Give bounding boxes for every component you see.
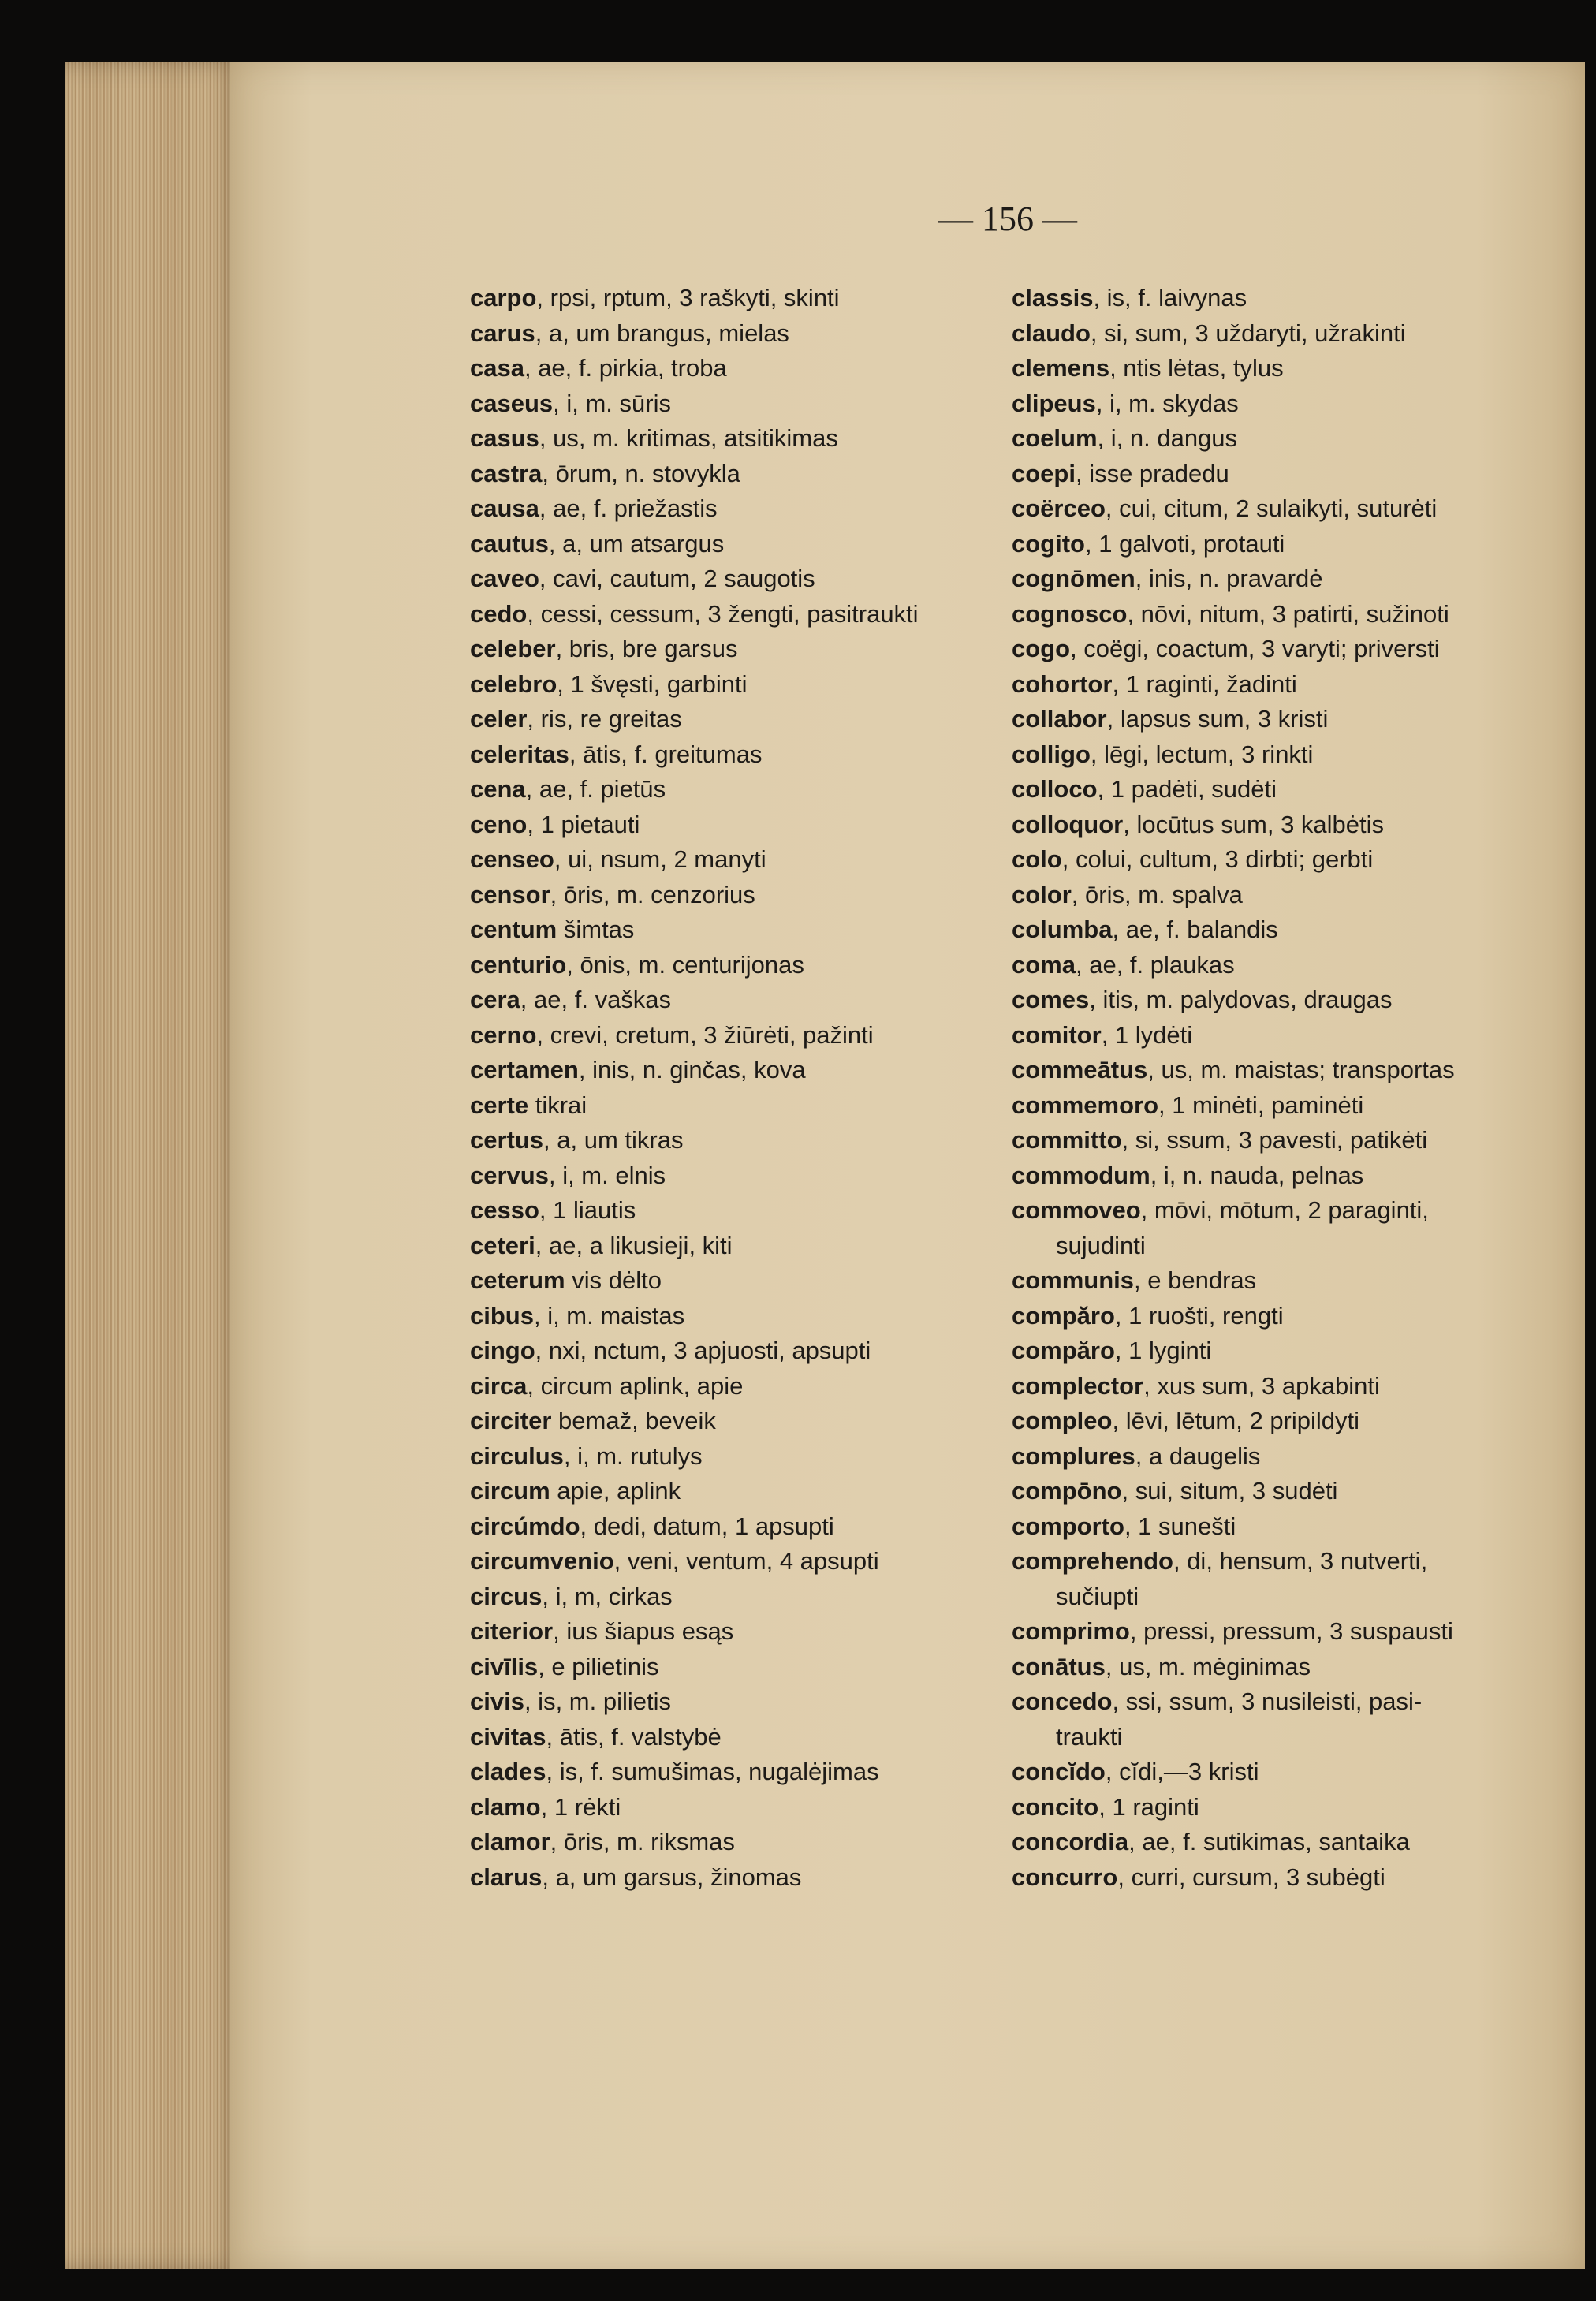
entry-headword: centum [470, 916, 557, 943]
dictionary-entry [470, 912, 975, 948]
entry-headword: circum [470, 1477, 550, 1505]
entry-headword: ceno [470, 810, 528, 838]
entry-definition: apie, aplink [550, 1477, 681, 1505]
entry-headword: cogo [1012, 635, 1071, 662]
dictionary-entry [470, 878, 975, 913]
entry-headword: cibus [470, 1301, 534, 1330]
entry-definition: , e bendras [1134, 1266, 1257, 1294]
entry-headword: colligo [1012, 740, 1091, 768]
entry-headword: comporto [1012, 1512, 1124, 1540]
entry-headword: comes [1012, 986, 1090, 1013]
entry-headword: circúmdo [470, 1512, 580, 1540]
entry-headword: commemoro [1012, 1091, 1159, 1119]
dictionary-entry [470, 1755, 975, 1790]
entry-definition: , ātis, f. greitumas [569, 740, 763, 768]
dictionary-entry [470, 842, 975, 878]
entry-headword: civitas [470, 1722, 546, 1751]
entry-headword: commodum [1012, 1161, 1150, 1189]
entry-headword: cesso [470, 1196, 539, 1224]
dictionary-entry [470, 1650, 975, 1685]
entry-headword: certamen [470, 1056, 579, 1083]
entry-definition: , nxi, nctum, 3 apjuosti, apsupti [535, 1337, 871, 1364]
dictionary-entry [1012, 1650, 1532, 1685]
dictionary-entry [470, 1439, 975, 1475]
entry-headword: caveo [470, 565, 539, 592]
entry-definition: , a, um tikras [543, 1126, 684, 1154]
entry-headword: circa [470, 1371, 528, 1400]
entry-definition: , ātis, f. valstybė [546, 1722, 722, 1751]
dictionary-entry [1012, 1860, 1532, 1896]
dictionary-entry [470, 632, 975, 667]
dictionary-entry [470, 597, 975, 632]
dictionary-entry [1012, 1439, 1532, 1475]
entry-definition: , sui, situm, 3 sudėti [1121, 1477, 1338, 1505]
entry-headword: civīlis [470, 1652, 539, 1680]
dictionary-entry [1012, 1509, 1532, 1545]
entry-definition: , ōris, m. cenzorius [550, 880, 755, 908]
dictionary-entry [1012, 561, 1532, 597]
dictionary-entry [470, 1123, 975, 1158]
dictionary-entry [470, 1684, 975, 1720]
entry-headword: cautus [470, 529, 549, 558]
dictionary-entry [470, 457, 975, 492]
entry-headword: coërceo [1012, 494, 1106, 522]
entry-definition: , si, ssum, 3 pavesti, patikėti [1121, 1126, 1428, 1154]
dictionary-entry [1012, 527, 1532, 562]
dictionary-entry [470, 807, 975, 843]
dictionary-entry [1012, 912, 1532, 948]
entry-headword: cerno [470, 1020, 537, 1049]
entry-definition: , ōnis, m. centurijonas [566, 950, 804, 979]
entry-headword: cedo [470, 599, 528, 628]
entry-definition: , locūtus sum, 3 kalbėtis [1123, 810, 1385, 838]
dictionary-entry [1012, 772, 1532, 807]
dictionary-entry [1012, 1790, 1532, 1826]
dictionary-entry [470, 561, 975, 597]
entry-definition: , pressi, pressum, 3 suspausti [1129, 1617, 1453, 1645]
dictionary-entry [1012, 1684, 1532, 1755]
entry-definition: , i, m. skydas [1095, 389, 1239, 417]
dictionary-entry [470, 1404, 975, 1439]
entry-headword: clamo [470, 1792, 541, 1821]
entry-headword: claudo [1012, 319, 1091, 347]
entry-headword: compōno [1012, 1477, 1122, 1505]
entry-headword: cingo [470, 1337, 535, 1364]
dictionary-entry [1012, 1825, 1532, 1860]
entry-headword: celebro [470, 669, 557, 698]
entry-headword: circumvenio [470, 1547, 614, 1575]
entry-headword: celeritas [470, 740, 569, 768]
entry-headword: cognōmen [1012, 565, 1135, 592]
dictionary-entry [1012, 491, 1532, 527]
entry-definition: , lapsus sum, 3 kristi [1106, 705, 1329, 733]
entry-definition: , di, hensum, 3 nutverti, [1173, 1547, 1428, 1575]
entry-definition: , ris, re greitas [527, 705, 682, 733]
entry-headword: comprehendo [1012, 1547, 1173, 1575]
entry-definition: , xus sum, 3 apkabinti [1143, 1371, 1380, 1400]
entry-headword: compăro [1012, 1337, 1115, 1364]
dictionary-entry [1012, 948, 1532, 983]
entry-definition: , cavi, cautum, 2 saugotis [539, 565, 815, 592]
dictionary-entry [470, 527, 975, 562]
dictionary-entry [470, 1720, 975, 1755]
entry-headword: circus [470, 1582, 543, 1610]
entry-headword: clarus [470, 1863, 543, 1891]
entry-definition-continuation: sučiupti [1056, 1582, 1139, 1610]
dictionary-entry [470, 667, 975, 703]
entry-headword: celer [470, 705, 528, 733]
entry-definition: , 1 sunešti [1124, 1512, 1236, 1540]
entry-headword: commoveo [1012, 1196, 1141, 1224]
dictionary-entry [1012, 1333, 1532, 1369]
dictionary-entry [470, 1474, 975, 1509]
entry-headword: carus [470, 319, 535, 347]
dictionary-entry [1012, 386, 1532, 422]
dictionary-entry [470, 1544, 975, 1579]
entry-definition: , 1 raginti, žadinti [1112, 669, 1297, 698]
entry-definition: , circum aplink, apie [527, 1371, 744, 1400]
entry-definition: , ae, a likusieji, kiti [535, 1231, 733, 1259]
page-number: — 156 — [938, 200, 1077, 238]
dictionary-entry [1012, 1158, 1532, 1194]
entry-definition: , 1 padėti, sudėti [1097, 775, 1277, 803]
entry-headword: causa [470, 494, 539, 522]
entry-definition: , 1 lydėti [1101, 1020, 1193, 1049]
entry-headword: colloco [1012, 775, 1098, 803]
entry-definition: , ōris, m. spalva [1071, 880, 1243, 908]
entry-definition: , ae, f. priežastis [539, 494, 718, 522]
entry-definition: , is, f. laivynas [1093, 284, 1247, 311]
entry-headword: cogito [1012, 529, 1085, 558]
dictionary-entry [1012, 1123, 1532, 1158]
entry-headword: commeātus [1012, 1056, 1148, 1083]
entry-definition: , i, m. elnis [548, 1161, 666, 1189]
entry-headword: centurio [470, 950, 567, 979]
entry-definition: , i, n. nauda, pelnas [1150, 1161, 1364, 1189]
entry-definition: , rpsi, rptum, 3 raškyti, skinti [536, 284, 840, 311]
dictionary-entry [1012, 878, 1532, 913]
entry-definition: , ae, f. vaškas [520, 986, 672, 1013]
dictionary-entry [470, 1579, 975, 1615]
entry-headword: conātus [1012, 1652, 1106, 1680]
entry-definition: , us, m. mėginimas [1105, 1652, 1311, 1680]
entry-definition: , i, n. dangus [1097, 424, 1238, 452]
dictionary-entry [1012, 702, 1532, 737]
entry-headword: collabor [1012, 705, 1107, 733]
entry-definition: , 1 ruošti, rengti [1114, 1301, 1284, 1330]
entry-definition: , ae, f. plaukas [1075, 950, 1235, 979]
entry-definition: , inis, n. ginčas, kova [578, 1056, 806, 1083]
dictionary-entry [470, 1369, 975, 1404]
entry-definition: , ae, f. sutikimas, santaika [1128, 1828, 1410, 1855]
entry-definition: , a, um atsargus [548, 529, 725, 558]
entry-definition: , ius šiapus esąs [553, 1617, 734, 1645]
dictionary-entry [470, 737, 975, 773]
dictionary-entry [470, 1018, 975, 1054]
dictionary-entry [1012, 1404, 1532, 1439]
right-column [1012, 281, 1532, 1895]
dictionary-entry [470, 1790, 975, 1826]
dictionary-entry [1012, 737, 1532, 773]
entry-definition: , cessi, cessum, 3 žengti, pasitraukti [527, 599, 919, 628]
entry-headword: complector [1012, 1371, 1144, 1400]
entry-headword: cervus [470, 1161, 549, 1189]
dictionary-entry [470, 702, 975, 737]
entry-definition: , i, m, cirkas [542, 1582, 673, 1610]
entry-definition: , itis, m. palydovas, draugas [1089, 986, 1393, 1013]
entry-definition: , ssi, ssum, 3 nusileisti, pasi- [1112, 1688, 1423, 1715]
dictionary-entry [470, 772, 975, 807]
entry-definition: , ae, f. balandis [1112, 916, 1278, 943]
dictionary-entry [1012, 1544, 1532, 1614]
entry-definition: , ui, nsum, 2 manyti [554, 845, 766, 873]
entry-definition-continuation: traukti [1056, 1722, 1123, 1751]
dictionary-entry [1012, 667, 1532, 703]
entry-definition: , ntis lėtas, tylus [1109, 354, 1284, 382]
dictionary-entry [470, 1614, 975, 1650]
dictionary-entry [1012, 1018, 1532, 1054]
entry-definition: , crevi, cretum, 3 žiūrėti, pažinti [536, 1020, 874, 1049]
dictionary-entry [470, 1825, 975, 1860]
dictionary-entry [1012, 1755, 1532, 1790]
entry-headword: celeber [470, 635, 556, 662]
entry-definition: , a, um brangus, mielas [535, 319, 789, 347]
entry-definition: , i, m. maistas [533, 1301, 685, 1330]
entry-definition: , lēgi, lectum, 3 rinkti [1090, 740, 1314, 768]
entry-definition: , cĭdi,—3 kristi [1105, 1758, 1259, 1785]
dictionary-entry [1012, 983, 1532, 1018]
entry-headword: coepi [1012, 459, 1076, 487]
entry-definition: , a daugelis [1135, 1441, 1261, 1470]
dictionary-entry [1012, 842, 1532, 878]
entry-headword: cohortor [1012, 669, 1113, 698]
dictionary-entry [1012, 1053, 1532, 1088]
entry-definition: , veni, ventum, 4 apsupti [613, 1547, 879, 1575]
entry-definition: , us, m. maistas; transportas [1147, 1056, 1455, 1083]
dictionary-entry [1012, 457, 1532, 492]
dictionary-entry [1012, 351, 1532, 386]
entry-headword: coma [1012, 950, 1076, 979]
entry-definition: , cui, citum, 2 sulaikyti, suturėti [1105, 494, 1438, 522]
entry-headword: color [1012, 880, 1072, 908]
entry-headword: cera [470, 986, 520, 1013]
entry-definition: , i, m. rutulys [563, 1441, 703, 1470]
dictionary-entry [1012, 1299, 1532, 1334]
entry-headword: certus [470, 1126, 544, 1154]
entry-headword: colloquor [1012, 810, 1124, 838]
entry-definition: , 1 minėti, paminėti [1158, 1091, 1364, 1119]
dictionary-entry [470, 351, 975, 386]
entry-definition-continuation: sujudinti [1056, 1231, 1146, 1259]
dictionary-entry [1012, 632, 1532, 667]
entry-headword: concito [1012, 1792, 1099, 1821]
dictionary-entry [1012, 1088, 1532, 1124]
entry-definition: , 1 liautis [539, 1196, 636, 1224]
entry-headword: concĭdo [1012, 1758, 1106, 1785]
dictionary-entry [470, 281, 975, 316]
entry-headword: cena [470, 775, 526, 803]
entry-definition: , inis, n. pravardė [1135, 565, 1323, 592]
entry-headword: communis [1012, 1266, 1135, 1294]
dictionary-entry [470, 983, 975, 1018]
entry-headword: clades [470, 1758, 546, 1785]
page-edge [65, 62, 246, 2269]
dictionary-entry [1012, 1369, 1532, 1404]
entry-headword: clipeus [1012, 389, 1096, 417]
entry-headword: concedo [1012, 1688, 1113, 1715]
entry-definition: bemaž, beveik [551, 1407, 716, 1434]
dictionary-entry [1012, 1614, 1532, 1650]
entry-headword: circulus [470, 1441, 564, 1470]
entry-definition: , ae, f. pietūs [525, 775, 666, 803]
dictionary-entry [470, 1299, 975, 1334]
entry-headword: coelum [1012, 424, 1098, 452]
dictionary-entry [470, 1053, 975, 1088]
dictionary-entry [470, 421, 975, 457]
entry-definition: , mōvi, mōtum, 2 paraginti, [1140, 1196, 1429, 1224]
entry-definition: , curri, cursum, 3 subėgti [1117, 1863, 1385, 1891]
entry-headword: compăro [1012, 1301, 1115, 1330]
dictionary-entry [1012, 1474, 1532, 1509]
entry-definition: , a, um garsus, žinomas [542, 1863, 802, 1891]
dictionary-entry [470, 1088, 975, 1124]
entry-definition: , 1 lyginti [1114, 1337, 1212, 1364]
entry-headword: casus [470, 424, 539, 452]
dictionary-entry [470, 491, 975, 527]
entry-headword: classis [1012, 284, 1094, 311]
entry-headword: columba [1012, 916, 1113, 943]
entry-headword: comitor [1012, 1020, 1102, 1049]
dictionary-entry [1012, 597, 1532, 632]
entry-headword: circiter [470, 1407, 552, 1434]
dictionary-entry [470, 1193, 975, 1229]
entry-definition: , 1 pietauti [527, 810, 640, 838]
entry-headword: ceterum [470, 1266, 565, 1294]
entry-headword: compleo [1012, 1407, 1113, 1434]
dictionary-entry [1012, 421, 1532, 457]
entry-headword: committo [1012, 1126, 1122, 1154]
entry-definition: , coëgi, coactum, 3 varyti; priversti [1070, 635, 1440, 662]
entry-headword: complures [1012, 1441, 1135, 1470]
entry-definition: vis dėlto [565, 1266, 662, 1294]
entry-headword: carpo [470, 284, 537, 311]
entry-headword: censor [470, 880, 550, 908]
entry-definition: , si, sum, 3 uždaryti, užrakinti [1090, 319, 1406, 347]
dictionary-entry [470, 316, 975, 352]
entry-definition: , 1 galvoti, protauti [1085, 529, 1285, 558]
dictionary-entry [470, 1509, 975, 1545]
entry-definition: , us, m. kritimas, atsitikimas [539, 424, 838, 452]
entry-definition: , 1 rėkti [540, 1792, 621, 1821]
entry-definition: , i, m. sūris [553, 389, 671, 417]
entry-definition: tikrai [528, 1091, 587, 1119]
dictionary-entry [1012, 281, 1532, 316]
dictionary-entry [470, 1860, 975, 1896]
entry-definition: , dedi, datum, 1 apsupti [580, 1512, 834, 1540]
entry-headword: caseus [470, 389, 554, 417]
dictionary-entry [470, 1333, 975, 1369]
dictionary-entry [470, 1263, 975, 1299]
dictionary-entry [1012, 807, 1532, 843]
entry-headword: castra [470, 459, 543, 487]
dictionary-entry [1012, 1263, 1532, 1299]
dictionary-entry [470, 1229, 975, 1264]
entry-definition: , lēvi, lētum, 2 pripildyti [1112, 1407, 1360, 1434]
entry-definition: , is, f. sumušimas, nugalėjimas [546, 1758, 879, 1785]
dictionary-entry [1012, 1193, 1532, 1263]
entry-headword: civis [470, 1688, 524, 1715]
left-column [470, 281, 975, 1895]
entry-definition: , nōvi, nitum, 3 patirti, sužinoti [1127, 599, 1449, 628]
entry-headword: casa [470, 354, 524, 382]
entry-definition: , colui, cultum, 3 dirbti; gerbti [1061, 845, 1374, 873]
dictionary-entry [470, 386, 975, 422]
entry-definition: , bris, bre garsus [555, 635, 738, 662]
entry-headword: citerior [470, 1617, 554, 1645]
entry-definition: , isse pradedu [1075, 459, 1229, 487]
entry-definition: , 1 švęsti, garbinti [557, 669, 748, 698]
entry-definition: , ōrum, n. stovykla [542, 459, 740, 487]
entry-definition: šimtas [557, 916, 635, 943]
entry-headword: colo [1012, 845, 1062, 873]
entry-headword: censeo [470, 845, 554, 873]
entry-headword: concurro [1012, 1863, 1118, 1891]
entry-headword: comprimo [1012, 1617, 1130, 1645]
entry-headword: concordia [1012, 1828, 1129, 1855]
entry-definition: , 1 raginti [1098, 1792, 1199, 1821]
entry-headword: ceteri [470, 1231, 535, 1259]
dictionary-entry [1012, 316, 1532, 352]
entry-headword: cognosco [1012, 599, 1128, 628]
entry-definition: , ae, f. pirkia, troba [524, 354, 727, 382]
entry-definition: , ōris, m. riksmas [550, 1828, 735, 1855]
entry-headword: clamor [470, 1828, 550, 1855]
dictionary-entry [470, 1158, 975, 1194]
entry-definition: , is, m. pilietis [524, 1688, 671, 1715]
dictionary-entry [470, 948, 975, 983]
entry-headword: certe [470, 1091, 529, 1119]
entry-headword: clemens [1012, 354, 1110, 382]
entry-definition: , e pilietinis [538, 1652, 659, 1680]
